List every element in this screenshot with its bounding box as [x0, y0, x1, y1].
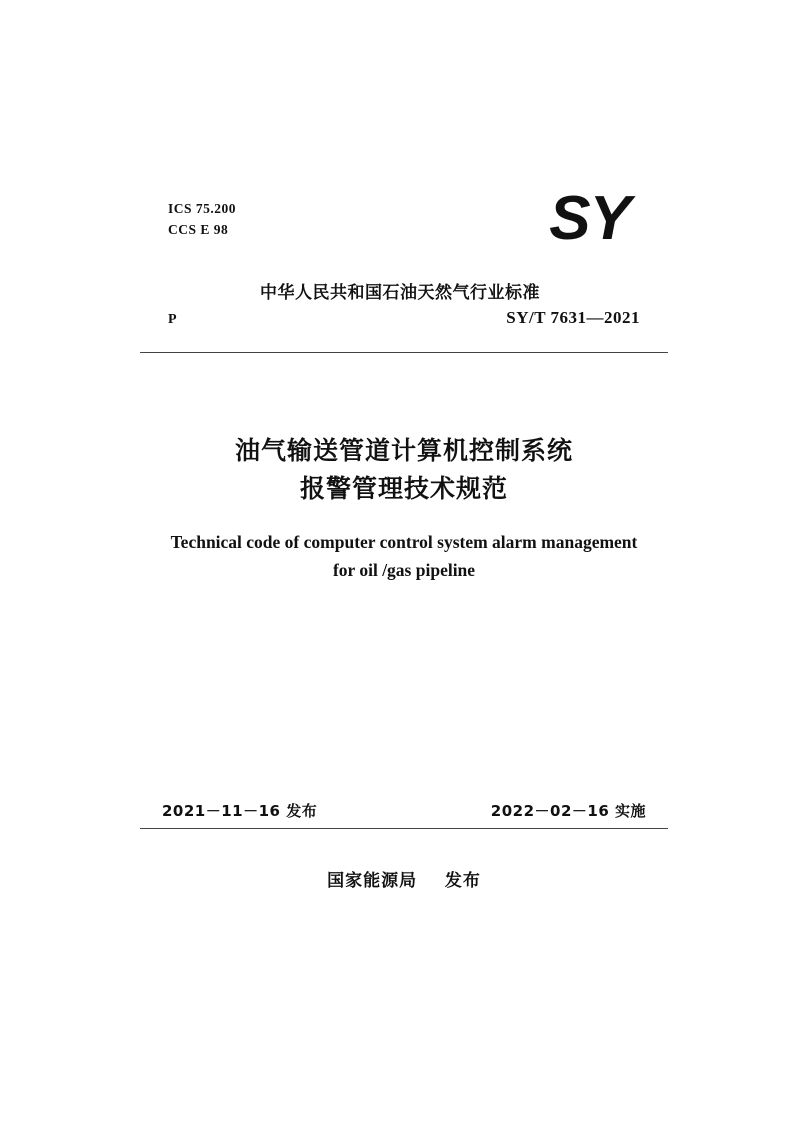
- publisher-line: [140, 866, 668, 891]
- sy-logo: SY: [549, 184, 630, 253]
- standard-number: SY/T 7631—2021: [506, 308, 640, 327]
- ics-code: ICS 75.200: [168, 201, 237, 216]
- title-chinese-line-1: 油气输送管道计算机控制系统: [234, 436, 573, 465]
- title-english-line-1: Technical code of computer control system alarm management: [170, 532, 638, 552]
- effective-date: 2022－02－16 实施: [490, 802, 646, 820]
- title-chinese: [140, 432, 668, 508]
- classification-mark: P: [168, 312, 177, 327]
- title-english-line-2: for oil /gas pipeline: [332, 560, 476, 580]
- title-english: [164, 528, 644, 584]
- issue-date: 2021－11－16 发布: [162, 802, 318, 820]
- date-row: [140, 800, 668, 824]
- classification-codes: [168, 198, 236, 240]
- footer-divider: [140, 828, 668, 829]
- issuing-body-line: 中华人民共和国石油天然气行业标准: [260, 283, 540, 303]
- cover-content: [140, 0, 668, 1123]
- title-chinese-line-2: 报警管理技术规范: [299, 474, 508, 503]
- ccs-code: CCS E 98: [168, 222, 229, 237]
- publisher-action: 发布: [444, 871, 481, 891]
- publisher-name: 国家能源局: [327, 871, 418, 891]
- header-divider: [140, 352, 668, 353]
